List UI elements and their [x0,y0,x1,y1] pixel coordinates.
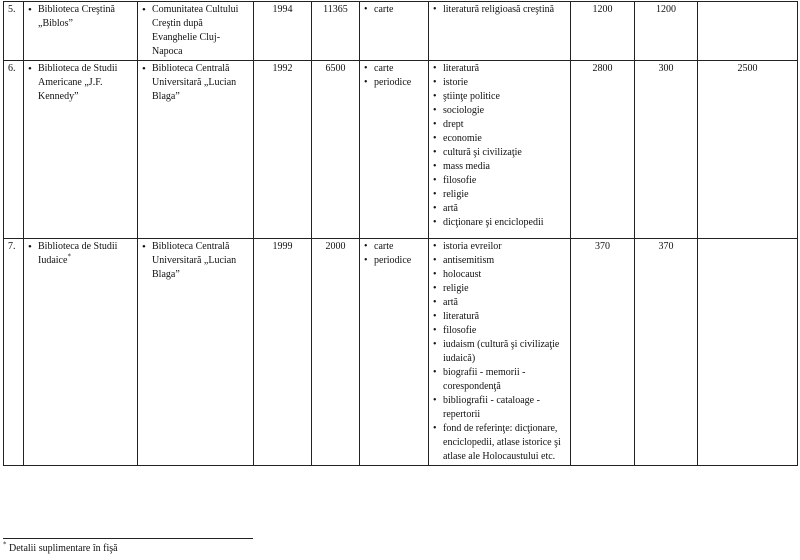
footnote-mark: * [67,252,71,261]
list-item: • religie [433,282,566,296]
material-types [360,239,429,466]
value-col-a: 2800 [571,61,635,239]
list-item: • mass media [433,160,566,174]
year-founded: 1999 [254,239,312,466]
library-name-text: Biblioteca de Studii Iudaice [38,241,118,266]
material-types [360,2,429,61]
value-col-c [698,239,798,466]
institution: • Comunitatea Cultului Creştin după Evanghelie Cluj-Napoca [138,2,254,61]
table-row [4,61,798,239]
library-name: • Biblioteca de Studii Americane „J.F. Kennedy” [24,61,138,239]
list-item: • filosofie [433,324,566,338]
list-item: • cultură şi civilizaţie [433,146,566,160]
list-item: • istorie [433,76,566,90]
list-item: • carte [364,240,424,254]
libraries-table [3,1,798,466]
table-row [4,2,798,61]
volume-count: 6500 [312,61,360,239]
list-item: • religie [433,188,566,202]
institution: • Biblioteca Centrală Universitară „Lucian Blaga” [138,61,254,239]
year-founded: 1992 [254,61,312,239]
list-item: • holocaust [433,268,566,282]
list-item: • literatură [433,62,566,76]
footnote [3,540,118,554]
footnote-divider [3,538,253,539]
list-item: • carte [364,62,424,76]
list-item: • istoria evreilor [433,240,566,254]
value-col-b: 1200 [635,2,698,61]
list-item: • biografii - memorii - corespondenţă [433,366,566,394]
list-item: • carte [364,3,424,17]
domains [429,61,571,239]
domains [429,239,571,466]
list-item: • economie [433,132,566,146]
list-item: • iudaism (cultură şi civilizaţie iudaică) [433,338,566,366]
value-col-c: 2500 [698,61,798,239]
list-item: • literatură religioasă creştină [433,3,566,17]
value-col-a: 370 [571,239,635,466]
material-types [360,61,429,239]
value-col-a: 1200 [571,2,635,61]
value-col-c [698,2,798,61]
list-item: • periodice [364,254,424,268]
value-col-b: 370 [635,239,698,466]
year-founded: 1994 [254,2,312,61]
domains [429,2,571,61]
volume-count: 11365 [312,2,360,61]
list-item: • drept [433,118,566,132]
footnote-text: Detalii suplimentare în fişă [9,543,118,554]
list-item: • dicţionare şi enciclopedii [433,216,566,230]
table-row [4,239,798,466]
list-item: • artă [433,202,566,216]
list-item: • fond de referinţe: dicţionare, enciclopedii, atlase istorice şi atlase ale Holocaustului etc. [433,422,566,464]
value-col-b: 300 [635,61,698,239]
list-item: • literatură [433,310,566,324]
institution: • Biblioteca Centrală Universitară „Lucian Blaga” [138,239,254,466]
list-item: • periodice [364,76,424,90]
library-name [24,239,138,466]
list-item: • filosofie [433,174,566,188]
row-number: 7. [4,239,24,466]
list-item: • sociologie [433,104,566,118]
list-item: • bibliografii - cataloage - repertorii [433,394,566,422]
row-number: 5. [4,2,24,61]
footnote-mark: * [3,540,7,549]
library-name: • Biblioteca Creştină „Biblos” [24,2,138,61]
list-item: • antisemitism [433,254,566,268]
volume-count: 2000 [312,239,360,466]
row-number: 6. [4,61,24,239]
list-item: • ştiinţe politice [433,90,566,104]
list-item: • artă [433,296,566,310]
